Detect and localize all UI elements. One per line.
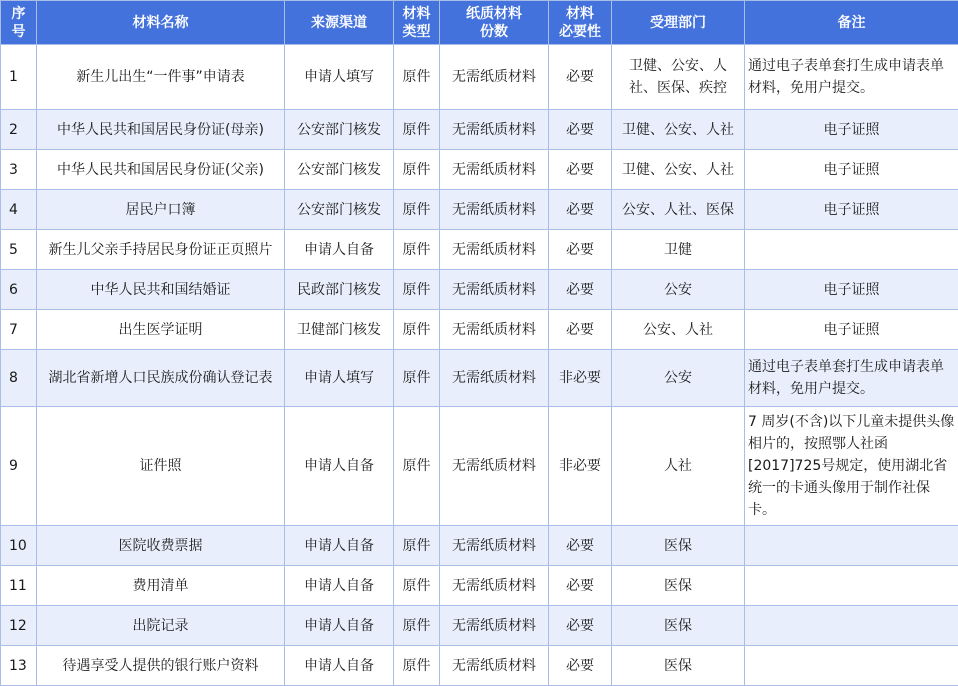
cell-necessity: 必要 — [549, 310, 612, 350]
cell-note — [745, 606, 958, 646]
cell-seq: 9 — [1, 407, 37, 526]
table-row — [1, 526, 958, 566]
cell-department: 卫健、公安、人社 — [612, 150, 745, 190]
cell-note — [745, 526, 958, 566]
cell-material-name: 费用清单 — [37, 566, 285, 606]
cell-material-name: 出生医学证明 — [37, 310, 285, 350]
cell-source: 公安部门核发 — [285, 150, 394, 190]
cell-paper-copies: 无需纸质材料 — [440, 230, 549, 270]
cell-necessity: 必要 — [549, 566, 612, 606]
cell-material-name: 待遇享受人提供的银行账户资料 — [37, 646, 285, 686]
cell-department: 卫健、公安、人社 — [612, 110, 745, 150]
cell-source: 申请人填写 — [285, 350, 394, 407]
cell-type: 原件 — [394, 526, 440, 566]
cell-department: 医保 — [612, 646, 745, 686]
col-header-paper: 纸质材料 份数 — [440, 1, 549, 45]
col-header-necessity: 材料 必要性 — [549, 1, 612, 45]
cell-type: 原件 — [394, 646, 440, 686]
cell-seq: 7 — [1, 310, 37, 350]
cell-material-name: 湖北省新增人口民族成份确认登记表 — [37, 350, 285, 407]
cell-material-name: 新生儿出生“一件事”申请表 — [37, 45, 285, 110]
cell-department: 公安、人社 — [612, 310, 745, 350]
cell-material-name: 中华人民共和国居民身份证(父亲) — [37, 150, 285, 190]
cell-type: 原件 — [394, 350, 440, 407]
cell-note — [745, 566, 958, 606]
cell-paper-copies: 无需纸质材料 — [440, 526, 549, 566]
cell-seq: 5 — [1, 230, 37, 270]
table-row — [1, 407, 958, 526]
cell-source: 公安部门核发 — [285, 110, 394, 150]
cell-source: 申请人自备 — [285, 646, 394, 686]
cell-source: 民政部门核发 — [285, 270, 394, 310]
cell-paper-copies: 无需纸质材料 — [440, 350, 549, 407]
cell-source: 申请人自备 — [285, 566, 394, 606]
cell-material-name: 新生儿父亲手持居民身份证正页照片 — [37, 230, 285, 270]
cell-note — [745, 646, 958, 686]
cell-material-name: 证件照 — [37, 407, 285, 526]
cell-seq: 10 — [1, 526, 37, 566]
cell-paper-copies: 无需纸质材料 — [440, 270, 549, 310]
cell-department: 医保 — [612, 526, 745, 566]
cell-note: 电子证照 — [745, 110, 958, 150]
cell-type: 原件 — [394, 110, 440, 150]
cell-seq: 8 — [1, 350, 37, 407]
cell-note: 电子证照 — [745, 150, 958, 190]
table-row — [1, 646, 958, 686]
cell-type: 原件 — [394, 310, 440, 350]
cell-seq: 3 — [1, 150, 37, 190]
cell-seq: 2 — [1, 110, 37, 150]
cell-source: 申请人自备 — [285, 230, 394, 270]
cell-source: 卫健部门核发 — [285, 310, 394, 350]
cell-material-name: 中华人民共和国结婚证 — [37, 270, 285, 310]
header-row — [1, 1, 958, 45]
table-row — [1, 566, 958, 606]
cell-paper-copies: 无需纸质材料 — [440, 150, 549, 190]
table-row — [1, 270, 958, 310]
table-row — [1, 110, 958, 150]
cell-source: 公安部门核发 — [285, 190, 394, 230]
cell-department: 公安 — [612, 350, 745, 407]
cell-necessity: 非必要 — [549, 407, 612, 526]
cell-material-name: 医院收费票据 — [37, 526, 285, 566]
table-body — [1, 45, 958, 686]
cell-type: 原件 — [394, 270, 440, 310]
cell-type: 原件 — [394, 190, 440, 230]
cell-department: 卫健 — [612, 230, 745, 270]
cell-paper-copies: 无需纸质材料 — [440, 566, 549, 606]
cell-note — [745, 230, 958, 270]
cell-note: 电子证照 — [745, 270, 958, 310]
cell-source: 申请人自备 — [285, 606, 394, 646]
col-header-name: 材料名称 — [37, 1, 285, 45]
cell-paper-copies: 无需纸质材料 — [440, 310, 549, 350]
cell-paper-copies: 无需纸质材料 — [440, 110, 549, 150]
cell-note: 电子证照 — [745, 190, 958, 230]
cell-seq: 12 — [1, 606, 37, 646]
table-header — [1, 1, 958, 45]
cell-type: 原件 — [394, 45, 440, 110]
table-row — [1, 606, 958, 646]
cell-type: 原件 — [394, 230, 440, 270]
table-row — [1, 150, 958, 190]
cell-necessity: 必要 — [549, 150, 612, 190]
table-row — [1, 45, 958, 110]
cell-material-name: 居民户口簿 — [37, 190, 285, 230]
cell-necessity: 必要 — [549, 526, 612, 566]
cell-paper-copies: 无需纸质材料 — [440, 45, 549, 110]
cell-department: 公安、人社、医保 — [612, 190, 745, 230]
cell-department: 医保 — [612, 566, 745, 606]
col-header-type: 材料 类型 — [394, 1, 440, 45]
cell-type: 原件 — [394, 566, 440, 606]
cell-necessity: 必要 — [549, 646, 612, 686]
cell-paper-copies: 无需纸质材料 — [440, 190, 549, 230]
cell-paper-copies: 无需纸质材料 — [440, 646, 549, 686]
cell-necessity: 必要 — [549, 606, 612, 646]
cell-material-name: 中华人民共和国居民身份证(母亲) — [37, 110, 285, 150]
cell-department: 医保 — [612, 606, 745, 646]
col-header-note: 备注 — [745, 1, 958, 45]
cell-type: 原件 — [394, 150, 440, 190]
cell-type: 原件 — [394, 606, 440, 646]
cell-source: 申请人填写 — [285, 45, 394, 110]
cell-necessity: 必要 — [549, 190, 612, 230]
cell-paper-copies: 无需纸质材料 — [440, 407, 549, 526]
cell-source: 申请人自备 — [285, 407, 394, 526]
cell-necessity: 必要 — [549, 230, 612, 270]
cell-source: 申请人自备 — [285, 526, 394, 566]
cell-note: 通过电子表单套打生成申请表单材料，免用户提交。 — [745, 350, 958, 407]
cell-paper-copies: 无需纸质材料 — [440, 606, 549, 646]
cell-note: 7 周岁(不含)以下儿童未提供头像相片的，按照鄂人社函[2017]725号规定，使用湖北省统一的卡通头像用于制作社保卡。 — [745, 407, 958, 526]
cell-material-name: 出院记录 — [37, 606, 285, 646]
cell-department: 人社 — [612, 407, 745, 526]
cell-necessity: 非必要 — [549, 350, 612, 407]
col-header-source: 来源渠道 — [285, 1, 394, 45]
cell-type: 原件 — [394, 407, 440, 526]
cell-department: 卫健、公安、人社、医保、疾控 — [612, 45, 745, 110]
cell-department: 公安 — [612, 270, 745, 310]
table-row — [1, 190, 958, 230]
cell-note: 通过电子表单套打生成申请表单材料，免用户提交。 — [745, 45, 958, 110]
cell-seq: 4 — [1, 190, 37, 230]
cell-note: 电子证照 — [745, 310, 958, 350]
table-row — [1, 230, 958, 270]
table-row — [1, 350, 958, 407]
cell-seq: 6 — [1, 270, 37, 310]
cell-seq: 11 — [1, 566, 37, 606]
col-header-seq: 序号 — [1, 1, 37, 45]
cell-necessity: 必要 — [549, 45, 612, 110]
cell-seq: 1 — [1, 45, 37, 110]
cell-necessity: 必要 — [549, 110, 612, 150]
cell-seq: 13 — [1, 646, 37, 686]
col-header-dept: 受理部门 — [612, 1, 745, 45]
table-row — [1, 310, 958, 350]
cell-necessity: 必要 — [549, 270, 612, 310]
